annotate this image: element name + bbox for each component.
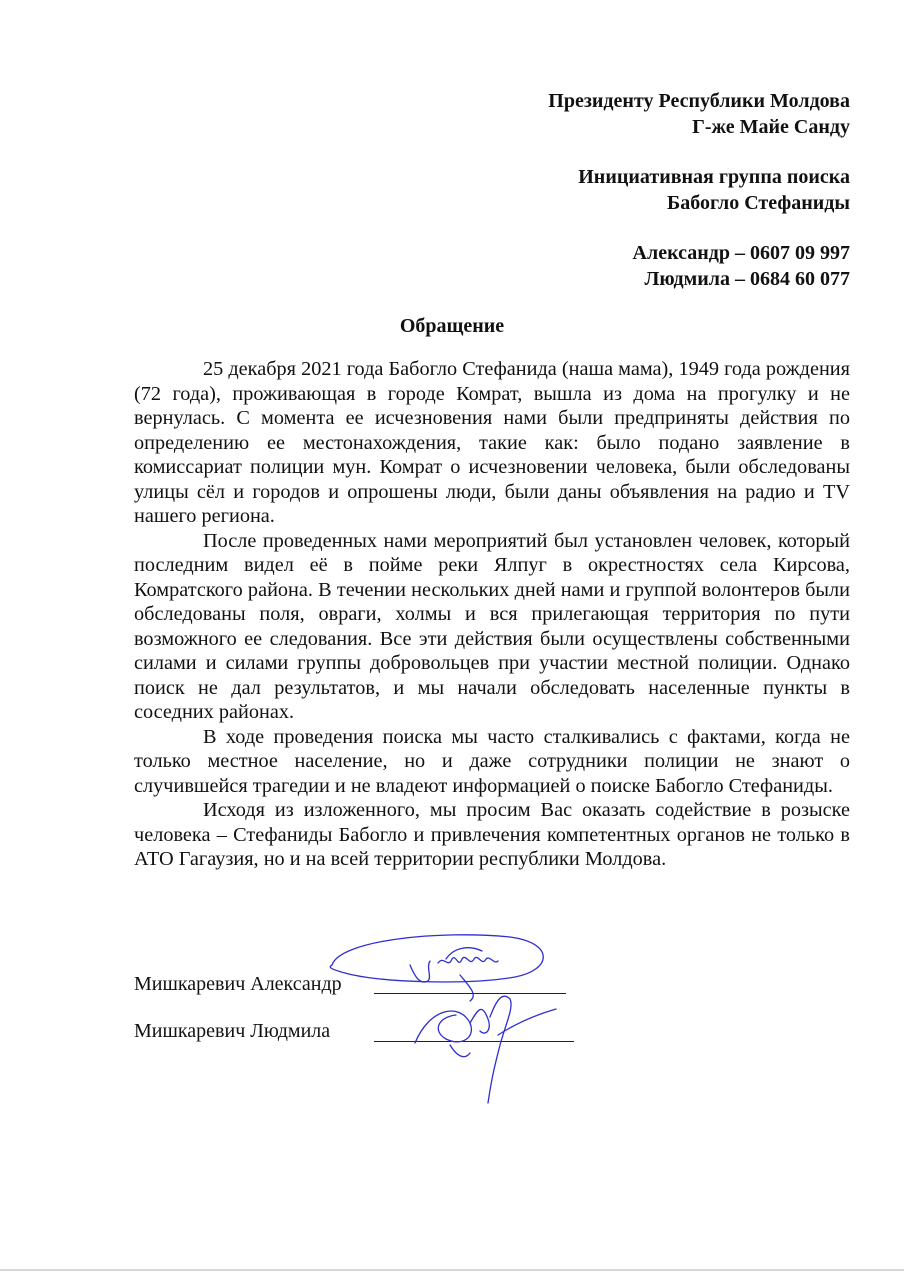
letter-header bbox=[548, 88, 850, 316]
body-paragraph-3: В ходе проведения поиска мы часто сталкивались с фактами, когда не только местное население, но и даже сотрудники полиции не знают о случившейся трагедии и не владеют информацией о поиске Бабогло Стефаниды. bbox=[134, 725, 850, 797]
addressee-line-1: Президенту Республики Молдова bbox=[548, 90, 850, 112]
contacts-block bbox=[548, 240, 850, 292]
signatory-name-1: Мишкаревич Александр bbox=[134, 973, 342, 995]
handwritten-signature bbox=[320, 925, 560, 1125]
addressee-block bbox=[548, 88, 850, 140]
body-paragraph-1: 25 декабря 2021 года Бабогло Стефанида (наша мама), 1949 года рождения (72 года), проживающая в городе Комрат, вышла из дома на прогулку и не вернулась. С момента ее исчезновения нами были предприняты действия по определению ее местонахождения, такие как: было подано заявление в комиссариат полиции мун. Комрат о исчезновении человека, были обследованы улицы сёл и городов и опрошены люди, были даны объявления на радио и TV нашего региона. bbox=[134, 358, 850, 527]
letter-body bbox=[134, 357, 850, 872]
body-paragraph-4: Исходя из изложенного, мы просим Вас оказать содействие в розыске человека – Стефаниды Бабогло и привлечения компетентных органов не только в АТО Гагаузия, но и на всей территории республики Молдова. bbox=[134, 799, 850, 870]
addressee-line-2: Г-же Майе Санду bbox=[692, 116, 850, 138]
scan-edge-divider bbox=[0, 1269, 904, 1271]
sender-block bbox=[548, 164, 850, 216]
sender-line-2: Бабогло Стефаниды bbox=[667, 192, 850, 214]
contact-line-1: Александр – 0607 09 997 bbox=[632, 242, 850, 264]
body-paragraph-2: После проведенных нами мероприятий был установлен человек, который последним видел её в пойме реки Ялпуг в окрестностях села Кирсова, Комратского района. В течении нескольких дней нами и группой волонтеров были обследованы поля, овраги, холмы и вся прилегающая территория по пути возможного ее следования. Все эти действия были осуществлены собственными силами и силами группы добровольцев при участии местной полиции. Однако поиск не дал результатов, и мы начали обследовать населенные пункты в соседних районах. bbox=[134, 529, 850, 723]
signatory-name-2: Мишкаревич Людмила bbox=[134, 1020, 331, 1042]
document-title: Обращение bbox=[399, 315, 505, 337]
sender-line-1: Инициативная группа поиска bbox=[578, 166, 850, 188]
contact-line-2: Людмила – 0684 60 077 bbox=[644, 268, 850, 290]
